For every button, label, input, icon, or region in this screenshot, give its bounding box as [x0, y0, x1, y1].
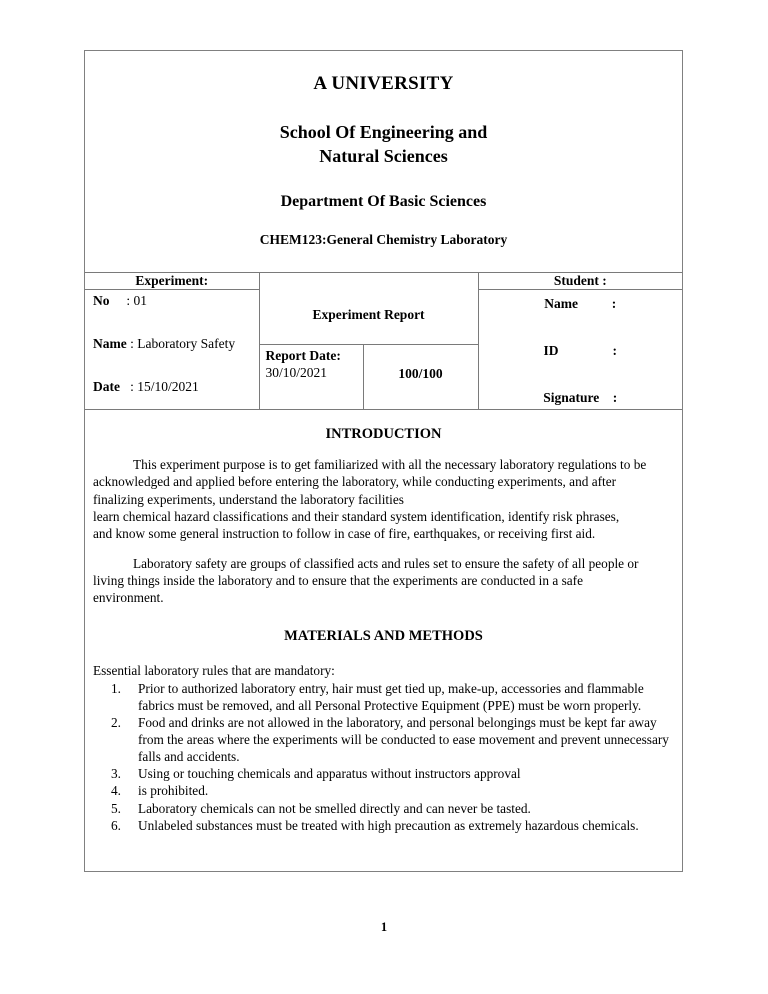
school-name: [85, 121, 682, 169]
document-header: [85, 51, 682, 248]
course-name: CHEM123:General Chemistry Laboratory: [259, 232, 508, 248]
student-name-row: Name :: [544, 296, 617, 312]
intro-p1-line-5: and know some general instruction to follow in case of fire, earthquakes, or receiving first aid.: [93, 525, 596, 541]
experiment-date-value: : 15/10/2021: [120, 379, 199, 395]
experiment-name-row: [85, 312, 259, 355]
materials-heading: MATERIALS AND METHODS: [284, 628, 483, 645]
list-item-text: Food and drinks are not allowed in the laboratory, and personal belongings must be kept far away from the areas where the experiments will be conducted to ease movement and prevent unnecessary falls and accidents.: [138, 714, 669, 765]
introduction-paragraph-1: [85, 456, 682, 542]
list-item-text: Prior to authorized laboratory entry, hair must get tied up, make-up, accessories and flammable fabrics must be removed, and all Personal Protective Equipment (PPE) must be worn properly.: [138, 680, 644, 713]
report-date-value: 30/10/2021: [265, 364, 328, 380]
report-date-cell: [259, 344, 363, 410]
intro-p1-line-4: learn chemical hazard classifications and their standard system identification, identify risk phrases,: [93, 508, 620, 524]
list-item-text: is prohibited.: [138, 783, 209, 799]
score-cell: [363, 344, 478, 410]
list-item: [85, 765, 672, 782]
experiment-report-title-cell: [259, 273, 478, 344]
intro-p2-line-2: living things inside the laboratory and to ensure that the experiments are conducted in a safe: [93, 573, 583, 589]
experiment-info-table: [85, 272, 682, 410]
intro-p1-line-1: This experiment purpose is to get familiarized with all the necessary laboratory regulations to be: [133, 457, 647, 473]
list-item-number: 2.: [111, 714, 121, 730]
list-item-number: 3.: [111, 766, 121, 782]
list-item: [85, 680, 672, 714]
department-name: Department Of Basic Sciences: [280, 193, 487, 211]
experiment-no-row: [85, 290, 259, 312]
experiment-date-row: [85, 355, 259, 398]
intro-p1-line-3: finalizing experiments, understand the laboratory facilities: [93, 491, 404, 507]
table-row-headers: [85, 273, 682, 290]
experiment-date-label: Date: [93, 379, 120, 395]
student-details-cell: [478, 290, 682, 410]
list-item-number: 6.: [111, 817, 121, 833]
experiment-no-label: No: [93, 293, 110, 309]
list-item: [85, 782, 672, 799]
list-item-text: Using or touching chemicals and apparatus without instructors approval: [138, 766, 521, 782]
student-id-row: ID :: [543, 343, 618, 359]
list-item: [85, 817, 672, 834]
student-signature-row: Signature :: [543, 390, 618, 406]
experiment-details-cell: [85, 290, 259, 410]
introduction-paragraph-2: [85, 555, 682, 606]
score-value: 100/100: [398, 365, 443, 381]
list-item: [85, 714, 672, 765]
school-name-line-2: Natural Sciences: [319, 145, 448, 166]
report-date-label: Report Date:: [265, 347, 341, 363]
list-item-number: 4.: [111, 783, 121, 799]
introduction-heading: INTRODUCTION: [325, 426, 442, 443]
laboratory-rules-list: [85, 680, 682, 834]
document-page-border: [84, 50, 683, 872]
experiment-no-value: : 01: [109, 293, 148, 309]
intro-p2-line-3: environment.: [93, 590, 164, 606]
list-item: [85, 800, 672, 817]
experiment-name-value: : Laboratory Safety: [126, 336, 236, 352]
university-name: A UNIVERSITY: [313, 73, 454, 94]
experiment-header-cell: Experiment:: [85, 273, 259, 290]
list-item-number: 1.: [111, 680, 121, 696]
intro-p1-line-2: acknowledged and applied before entering the laboratory, while conducting experiments, and after: [93, 474, 617, 490]
list-item-number: 5.: [111, 800, 121, 816]
page-number: 1: [380, 920, 388, 934]
rules-lead-in: Essential laboratory rules that are mandatory:: [93, 663, 335, 679]
experiment-report-title: Experiment Report: [312, 307, 425, 323]
student-header-cell: Student :: [478, 273, 682, 290]
experiment-name-label: Name: [93, 336, 127, 352]
intro-p2-line-1: Laboratory safety are groups of classified acts and rules set to ensure the safety of all people or: [133, 556, 639, 571]
list-item-text: Laboratory chemicals can not be smelled directly and can never be tasted.: [138, 800, 531, 816]
list-item-text: Unlabeled substances must be treated with high precaution as extremely hazardous chemicals.: [138, 817, 639, 833]
school-name-line-1: School Of Engineering and: [279, 121, 488, 142]
